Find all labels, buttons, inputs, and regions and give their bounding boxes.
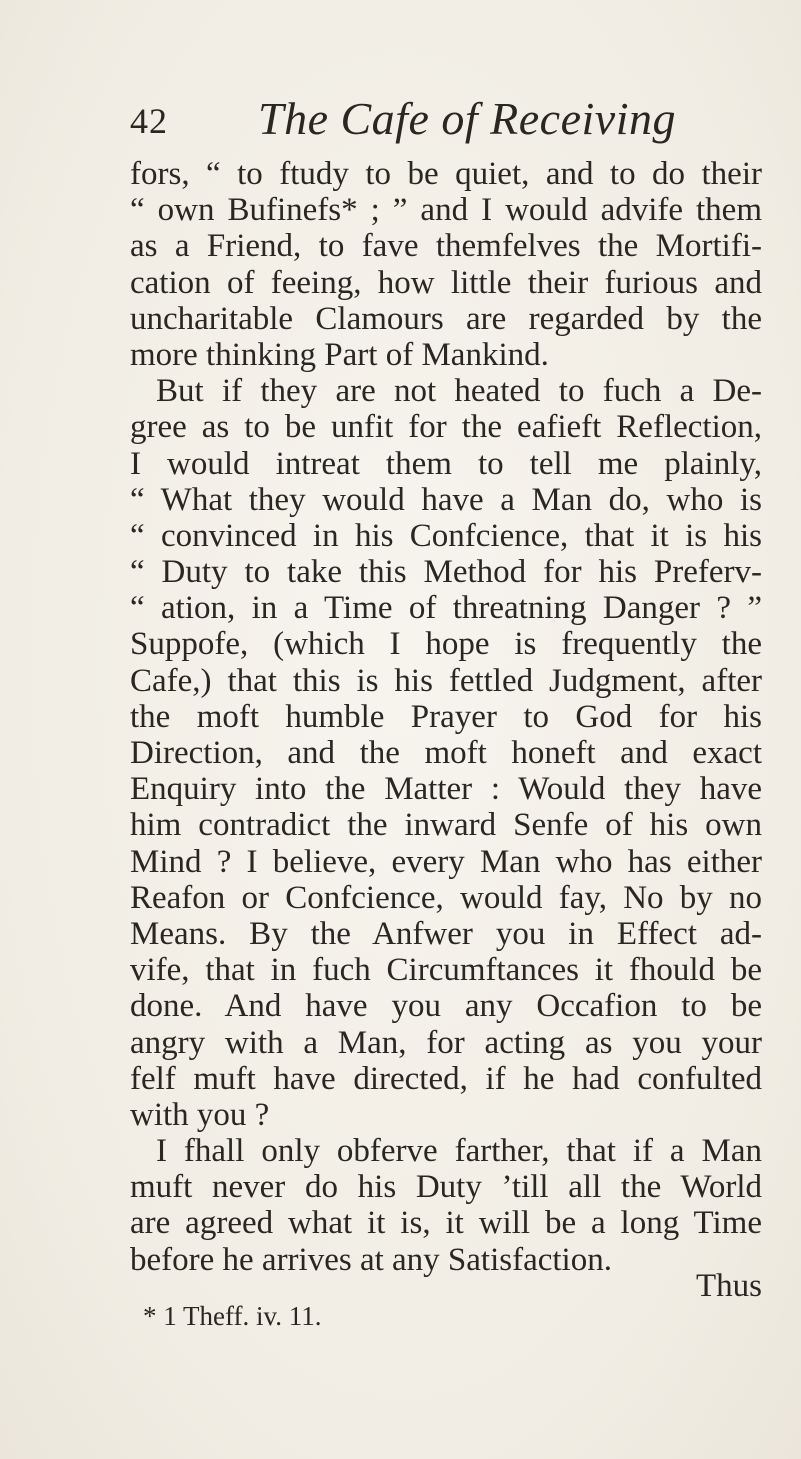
text-line: done. And have you any Occafion to be [130, 988, 762, 1025]
text-line: cation of feeing, how little their furious and [130, 264, 762, 301]
text-line: Reafon or Confcience, would fay, No by no [130, 879, 762, 916]
text-line: before he arrives at any Satisfaction. [130, 1241, 612, 1278]
page-header [130, 92, 690, 152]
text-line: But if they are not heated to fuch a De- [156, 373, 762, 410]
text-line: Direction, and the moft honeft and exact [130, 735, 762, 771]
text-line: as a Friend, to fave themfelves the Mortifi- [130, 228, 762, 265]
text-line: Suppofe, (which I hope is frequently the [130, 626, 762, 663]
text-line: gree as to be unfit for the eafieft Reflection, [130, 409, 762, 446]
page-number: 42 [130, 101, 168, 141]
text-line: the moft humble Prayer to God for his [130, 698, 762, 735]
text-line: I fhall only obferve farther, that if a Man [156, 1133, 762, 1170]
text-line: him contradict the inward Senfe of his own [130, 807, 762, 844]
text-line: uncharitable Clamours are regarded by the [130, 300, 762, 337]
catchword-row [130, 1268, 762, 1304]
text-line: “ What they would have a Man do, who is [130, 481, 762, 518]
text-line: muft never do his Duty ’till all the World [130, 1169, 762, 1206]
catchword: Thus [696, 1268, 762, 1304]
text-line: “ own Bufinefs* ; ” and I would advife them [130, 192, 762, 229]
text-line: angry with a Man, for acting as you your [130, 1024, 762, 1061]
text-line: Mind ? I believe, every Man who has either [130, 843, 762, 880]
text-line: more thinking Part of Mankind. [130, 336, 549, 373]
text-line: “ Duty to take this Method for his Preferv- [130, 554, 762, 591]
footnote: * 1 Theff. iv. 11. [143, 1301, 322, 1331]
text-line: Means. By the Anfwer you in Effect ad- [130, 915, 762, 952]
text-line: Enquiry into the Matter : Would they have [130, 771, 762, 808]
text-line: felf muft have directed, if he had confulted [130, 1060, 762, 1097]
text-line: vife, that in fuch Circumftances it fhould be [130, 952, 762, 989]
body-text [130, 156, 762, 1278]
text-line: Cafe,) that this is his fettled Judgment, after [130, 662, 762, 699]
text-line: are agreed what it is, it will be a long Time [130, 1205, 762, 1242]
text-line: “ ation, in a Time of threatning Danger ? ” [130, 590, 762, 627]
text-line: with you ? [130, 1096, 270, 1133]
text-line: I would intreat them to tell me plainly, [130, 445, 762, 482]
running-title: The Cafe of Receiving [258, 93, 676, 144]
text-line: “ convinced in his Confcience, that it is his [130, 517, 762, 554]
text-line: fors, “ to ftudy to be quiet, and to do their [130, 156, 762, 192]
